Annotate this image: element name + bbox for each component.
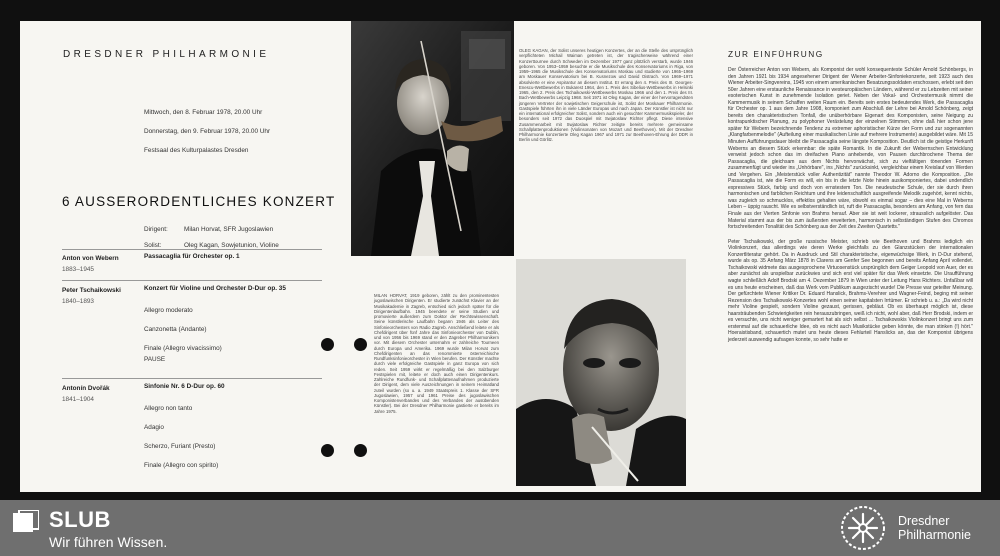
conductor-photo: [516, 259, 686, 486]
movement: Scherzo, Furiant (Presto): [144, 443, 216, 450]
composer-name: Antonín Dvořák: [62, 385, 110, 392]
composer-entry: [62, 285, 121, 307]
venue-line: Festsaal des Kulturpalastes Dresden: [144, 147, 249, 154]
movement: Adagio: [144, 424, 164, 431]
composer-entry: [62, 383, 110, 405]
composer-years: 1840–1893: [62, 298, 94, 305]
soloist-name: Oleg Kagan, Sowjetunion, Violine: [184, 242, 279, 249]
movement: Allegro moderato: [144, 307, 193, 314]
slub-tagline: Wir führen Wissen.: [49, 534, 168, 550]
footer-bar: [0, 500, 1000, 556]
date-line: Mittwoch, den 8. Februar 1978, 20.00 Uhr: [144, 109, 263, 116]
orchestra-name: DRESDNER PHILHARMONIE: [63, 49, 270, 60]
work-entry: [144, 383, 225, 475]
soloist-label: Solist:: [144, 242, 162, 249]
divider: [62, 280, 322, 281]
partner-line: Philharmonie: [898, 528, 971, 542]
philharmonie-wordmark: [898, 514, 971, 542]
binder-hole: [354, 444, 367, 457]
movement: Finale (Allegro vivacissimo): [144, 345, 222, 352]
introduction-webern: Der Österreicher Anton von Webern, als Komponist der wohl konsequenteste Schüler Arnold Schönbergs, in den Jahren 1921 bis 1934 angesehener Dirigent der Wiener Arbeiter-Sinfoniekonzerte, seit 1923 auch des Wiener Arbeiter-Singvereins, 1945 von einem amerikanischen Besatzungssoldaten erschossen, erlebt seit den 50er Jahren eine erstaunliche Renaissance in westeuropäischen Ländern, während er zu Lebzeiten mit seiner esoterischen Kunst in zunehmende Isolation geriet. Neben der Vokal- und Orchestermusik nimmt die Kammermusik in seinem Schaffen weiten Raum ein. Bereits sein erstes bedeutendes Werk, die Passacaglia für Orchester op. 1 aus dem Jahre 1908, komponiert zum Abschluß der Lehre bei Arnold Schönberg, zeigt bereits den charakteristischen Tonfall, die unüberhörbare Eigenart des Komponisten, seine Neigung zu kontrapunktischer Planung, zu polyphoner Verästelung der einzelnen Stimmen, ohne daß hier schon jene später für Webern bezeichnende Tendenz zu extremer aphoristischer Kürze der Form und zur sogenannten „Klangfarbenmelodie" (Aufteilung einer musikalischen Linie auf mehrere Instrumente) ausgebildet wäre. Mit 15 Minuten Aufführungsdauer bleibt die Passacaglia seine längste Komposition. Deutlich ist die geistige Herkunft Weberns an diesem Stück erkennbar: die späte Romantik. In die Zukunft der Webernschen Entwicklung verweist jedoch schon das im dreifachen Piano anhebende, von Pausen durchbrochene Thema der Passacaglia, die gleichsam aus dem Nichts hervorwächst, sich zu vielfältigen tönenden Formen zusammenfügt und wieder ins „Unhörbare", ins „Nichts" zurücksinkt, vergleichbar einem Kreislauf von Werden und Vergehen. Ein „Meisterstück voller Authentizität" nannte Theodor W. Adorno die Komposition. „Die Passacaglia ist, wie die Form es will, ein bis in die letzte Note hinein ausikomponiertes, dabei undendlich expressives Stück, farbig und doch von ernstestem Ton. Die neudeutsche Schule, der sie durch ihren harmonischen und farblichen Reichtum und ihre leidenschaftlich ausgreifende Melodik zugehört, kennt nichts, was zugleich so schmucklos, effektlos gehalten wäre, obwohl es einmal sogar – dies eine Mal in Weberns Leben – üppig rauscht. Wie es selbstverständlich ist, ruft die Passacaglia, besonders am Anfang, von fern das Finale aus der Vierten Sinfonie von Brahms herauf. Aber sie ist weit lockerer, strausslich aufgelöster. Das Material stammt aus der bis zum äußersten erweiterten, harmonisch in selbständigen Stufen des Chromos fortschreitenden Tonalität des Schönberg aus der Zeit des Zweiten Quartetts.": [728, 67, 973, 231]
introduction-heading: ZUR EINFÜHRUNG: [728, 49, 824, 59]
bio-kagan: OLEG KAGAN, der Solist unseres heutigen Konzertes, der an die Stelle des ursprünglich verpflichteten Michail Waiman getreten ist, der tragischerweise während einer Konzerttournee durch Schweden im Dezember 1977 ganz plötzlich verstarb, wurde 1946 geboren. Von 1953–1959 besuchte er die Musikschule des Konservatoriums in Riga, von 1959–1965 die Musikschule des Konservatoriums Moskau und studierte von 1965–1969 am Moskauer Konservatorium bei B. Kusnezow und David Oistrach. Von 1969–1971 absolvierte er eine Aspirantur an diesem Institut. Er errang den 4. Preis des III. Georges-Enescu-Wettbewerbs in Bukarest 1964, den 1. Preis des Sibelius-Wettbewerbs in Helsinki 1965, den 2. Preis des Tschaikowski-Wettbewerbs Moskau 1966 und den 1. Preis des III. Bach-Wettbewerbs Leipzig 1968. Seit 1971 ist Oleg Kagan, der einer der hervorragendsten jüngeren Vertreter der sowjetischen Geigerschule ist, Solist der Moskauer Philharmonie. Gastspiele führten ihn in viele Länder Europas und nach Japan. Der Künstler ist nicht nur ein international erfolgreicher Solist, sondern auch ein gesuchter Kammermusikspieler, der besonders seit 1972 das Duospiel mit Swjatoslaw Richter pflegt. Diese intensive Zusammenarbeit mit Swjatoslaw Richter zeitigte bereits mehrere gemeinsame Schallplattenproduktionen (Violinsonaten von Mozart und Beethoven). Mit der Dresdner Philharmonie konzertierte Oleg Kagan 1967 und 1971 zur Beethoven-Ehrung der DDR in Berlin und Görlitz.: [519, 48, 693, 143]
work-title: Passacaglia für Orchester op. 1: [144, 253, 240, 260]
composer-name: Peter Tschaikowski: [62, 287, 121, 294]
composer-entry: [62, 253, 119, 275]
composer-years: 1883–1945: [62, 266, 94, 273]
introduction-tschaikowski: Peter Tschaikowski, der große russische Meister, schrieb wie Beethoven und Brahms lediglich ein Violinkonzert, das allerdings wie deren Werke gleichfalls zu den Glanzstücken der internationalen Konzertliteratur gehört. Da in Ausdruck und Stil charakteristische, eigenwüchsige Werk, in D-Dur stehend, wurde als op. 35 Anfang März 1878 in Clarens am Genfer See begonnen und bereits Anfang April vollendet. Tschaikowski widmete das ausgesprochene Virtuosenstück ursprünglich dem Geiger Leopold von Auer, der es aber zunächst als unspielbar zurückwies und sich erst viel später für das Werk einsetzte. Die Uraufführung wagte schließlich Adolf Brodski am 4. Dezember 1879 in Wien unter der Leitung Hans Richters. Unfaßbar will es uns heute erscheinen, daß das Werk vom Publikum ausgezischt wurde! Die Presse war geteilter Meinung. Der gefürchtete Wiener Kritiker Dr. Eduard Hanslick, Brahms-Verehrer und Wagner-Feind, beging mit seiner Rezension des Tschaikowski-Konzertes wohl einen seiner kapitalsten Irrtümer. Er schrieb u. a.: „Da wird nicht mehr Violine gespielt, sondern Violine gezaust, gerissen, gebläut. Ob es überhaupt möglich ist, diese haarsträubenden Schwierigkeiten rein herauszubringen, weiß ich nicht, wohl aber, daß Herr Brodski, indem er es versuchte, uns nicht weniger gemartert hat als sich selbst ... Tschaikowskis Violinkonzert bringt uns zum erstenmal auf die schauerliche Idee, ob es nicht auch Musikstücke geben könnte, die man stinken (!) hört." Hoeraistisband, schauertich mutet uns heute dieses Fehlurteil Hanslicks an, das der Komponist übrigens jederzeit auswendig aufsagen konnte, so sehr hatte er: [728, 238, 973, 343]
violinist-photo: [351, 21, 514, 256]
work-title: Konzert für Violine und Orchester D-Dur op. 35: [144, 285, 286, 292]
date-line: Donnerstag, den 9. Februar 1978, 20.00 Uhr: [144, 128, 271, 135]
composer-name: Anton von Webern: [62, 255, 119, 262]
binder-hole: [321, 338, 334, 351]
movement: Allegro non tanto: [144, 405, 193, 412]
pause-label: PAUSE: [144, 356, 166, 363]
partner-line: Dresdner: [898, 514, 950, 528]
concert-title: 6 AUSSERORDENTLICHES KONZERT: [62, 194, 336, 209]
work-entry: [144, 285, 286, 358]
work-entry: [144, 253, 240, 269]
movement: Finale (Allegro con spirito): [144, 462, 219, 469]
slub-logo-icon: [13, 510, 39, 532]
divider: [62, 249, 322, 250]
movement: Canzonetta (Andante): [144, 326, 207, 333]
conductor-name: Milan Horvat, SFR Jugoslawien: [184, 226, 274, 233]
introduction-column: [728, 49, 973, 343]
program-sheet: [20, 21, 981, 492]
conductor-line: [144, 222, 279, 238]
composer-years: 1841–1904: [62, 396, 94, 403]
work-title: Sinfonie Nr. 6 D-Dur op. 60: [144, 383, 225, 390]
philharmonie-logo-icon: [840, 505, 886, 551]
program-column: [20, 21, 350, 492]
slub-wordmark: SLUB: [49, 507, 111, 532]
divider: [62, 378, 322, 379]
bio-horvat: MILAN HORVAT, 1919 geboren, zählt zu den prominentesten jugoslawischen Dirigenten. Er studierte zunächst Klavier an der Musikakademie in Zagreb, entschied sich jedoch später für die Dirigentenlaufbahn. 1945 beendete er seine Studien und promovierte außerdem zum Doktor der Rechtswissenschaft. Seine künstlerische Laufbahn begann 1946 als Leiter des Sinfonieorchesters von Radio Zagreb. Anschließend leitete er als Chefdirigent über fünf Jahre das Sinfonieorchester von Dublin, und von 1956 bis 1969 stand er den Zagreber Philharmonikern vor. Mit diesem Orchester unternahm er zahlreiche Tourneen durch Europa und Amerika. 1969 wurde Milan Horvat zum Chefdirigenten an das renommierte österreichische Rundfunksinfonieorchester in Wien berufen. Der Künstler machte durch viele erfolgreiche Gastspiele in ganz Europa von sich reden. Seit 1959 wirkt er regelmäßig bei den Salzburger Festspielen mit, leitete er doch auch einen Dirigentenkurs. Zahlreiche Rundfunk- und Schallplattenaufnahmen produzierte der Dirigent, dem viele Auszeichnungen in seinem Heimatland zuteil wurden (so u. a. 1949 Staatspreis 1. Klasse der SFR Jugoslawien, 1957 und 1961 Preise des jugoslawischen Komponistenverbandes und des Verbandes der ausübenden Künstler). Bei der Dresdner Philharmonie gastierte er bereits im Jahre 1975.: [374, 293, 499, 414]
conductor-label: Dirigent:: [144, 226, 168, 233]
concert-dates: [144, 103, 270, 160]
soloist-line: [144, 238, 279, 254]
binder-hole: [354, 338, 367, 351]
binder-hole: [321, 444, 334, 457]
